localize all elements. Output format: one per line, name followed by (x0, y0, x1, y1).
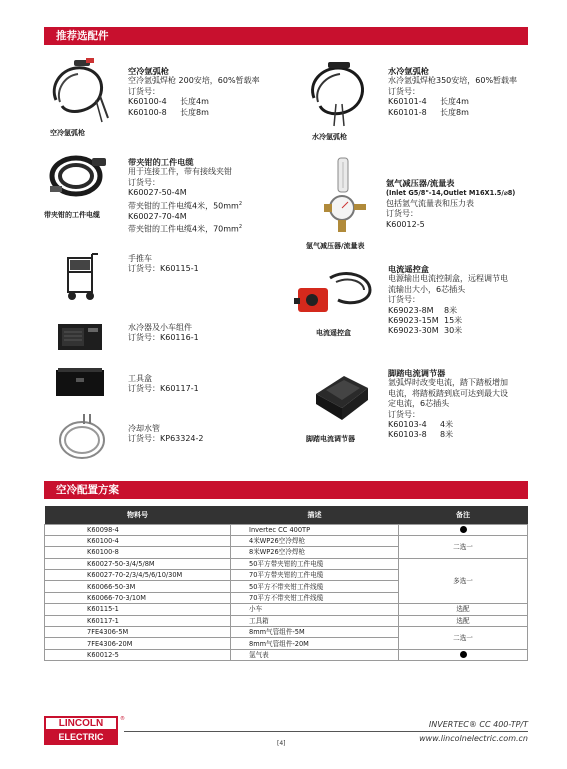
table-row: K60066-70-3/10M 70平方不带夹钳工件线缆 (45, 592, 528, 603)
remote-box-image (290, 268, 376, 322)
col-description: 描述 (231, 506, 399, 524)
required-dot-icon (460, 526, 467, 533)
argon-regulator-image (318, 156, 370, 236)
page-number: [4] (277, 740, 286, 747)
table-row: 7FE4306-20M 8mm气管组件-20M (45, 638, 528, 649)
foot-pedal-image (304, 366, 374, 426)
table-row: K60012-5 氩气表 (45, 649, 528, 660)
table-row: K60066-50-3M 50平方不带夹钳工件线缆 (45, 581, 528, 592)
table-row: 7FE4306-5M 8mm气管组件-5M 二选一 (45, 627, 528, 638)
table-row: K60117-1 工具箱 选配 (45, 615, 528, 626)
foot-pedal-caption: 脚踏电流调节器 (306, 435, 355, 443)
air-cooled-torch-desc: 空冷氩弧枪 空冷氩弧焊枪 200安培，60%暂载率 订货号： K60100-4 长度4m K60100-8 长度8m (128, 66, 260, 117)
section-header-accessories: 推荐选配件 (44, 27, 528, 45)
water-cooled-torch-caption: 水冷氩弧枪 (312, 133, 347, 141)
argon-regulator-caption: 氩气减压器/流量表 (306, 242, 365, 250)
work-cable-clamp-image (48, 150, 110, 204)
table-row: K60098-4 Invertec CC 400TP (45, 524, 528, 535)
argon-regulator-desc: 氩气减压器/流量表 (Inlet G5/8"-14,Outlet M16X1.5/⌀8) 包括氩气流量表和压力表 订货号： K60012-5 (386, 178, 516, 229)
table-row: K60100-8 8米WP26空冷焊枪 (45, 547, 528, 558)
cooler-image (56, 320, 108, 354)
remote-box-caption: 电流遥控盒 (316, 329, 351, 337)
table-row: K60115-1 小车 选配 (45, 604, 528, 615)
lincoln-electric-logo: LINCOLN ELECTRIC ® (44, 716, 118, 746)
toolbox-image (54, 366, 108, 400)
water-cooled-torch-image (306, 58, 372, 128)
water-cooled-torch-desc: 水冷氩弧枪 水冷氩弧焊枪350安培，60%暂载率 订货号： K60101-4 长度4m K60101-8 长度8m (388, 66, 518, 117)
remote-box-desc: 电流遥控盒 电源输出电流控制盒，远程调节电 流输出大小，6芯插头 订货号： K69023-8M 8米 K69023-15M 15米 K69023-30M 30米 (388, 264, 508, 336)
air-cooled-torch-image (46, 56, 112, 124)
footer-model: INVERTEC® CC 400-TP/T (428, 720, 528, 729)
col-part-number: 物料号 (45, 506, 231, 524)
section-header-config: 空冷配置方案 (44, 481, 528, 499)
col-remarks: 备注 (399, 506, 528, 524)
footer-divider (124, 731, 528, 732)
work-cable-desc: 带夹钳的工件电缆 用于连接工件，带有接线夹钳 订货号： K60027-50-4M 带夹钳的工件电缆4米，$50mm^2$ K60027-70-4M 带夹钳的工件电缆4米，$70mm^2$ (128, 157, 243, 234)
air-cooled-torch-caption: 空冷氩弧枪 (50, 129, 85, 137)
cooler-desc: 水冷器及小车组件 订货号：K60116-1 (128, 323, 199, 343)
table-header-row (45, 506, 528, 524)
cart-desc: 手推车 订货号：K60115-1 (128, 254, 199, 274)
work-cable-caption: 带夹钳的工件电缆 (44, 211, 100, 219)
table-row: K60100-4 4米WP26空冷焊枪 二选一 (45, 535, 528, 546)
required-dot-icon (460, 651, 467, 658)
table-row: K60027-50-3/4/5/8M 50平方带夹钳的工件电缆 多选一 (45, 558, 528, 569)
toolbox-desc: 工具盒 订货号：K60117-1 (128, 374, 199, 394)
foot-pedal-desc: 脚踏电流调节器 氩弧焊时改变电流，踏下踏板增加 电流，将踏板踏到底可达到最大设 定电流，6芯插头 订货号： K60103-4 4米 K60103-8 8米 (388, 368, 508, 440)
footer-url: www.lincolnelectric.com.cn (419, 734, 528, 743)
cooling-hose-desc: 冷却水管 订货号：KP63324-2 (128, 424, 204, 444)
table-row: K60027-70-2/3/4/5/6/10/30M 70平方带夹钳的工件电缆 (45, 570, 528, 581)
cart-image (60, 252, 106, 302)
cooling-hose-image (54, 412, 110, 464)
config-table (44, 506, 528, 661)
